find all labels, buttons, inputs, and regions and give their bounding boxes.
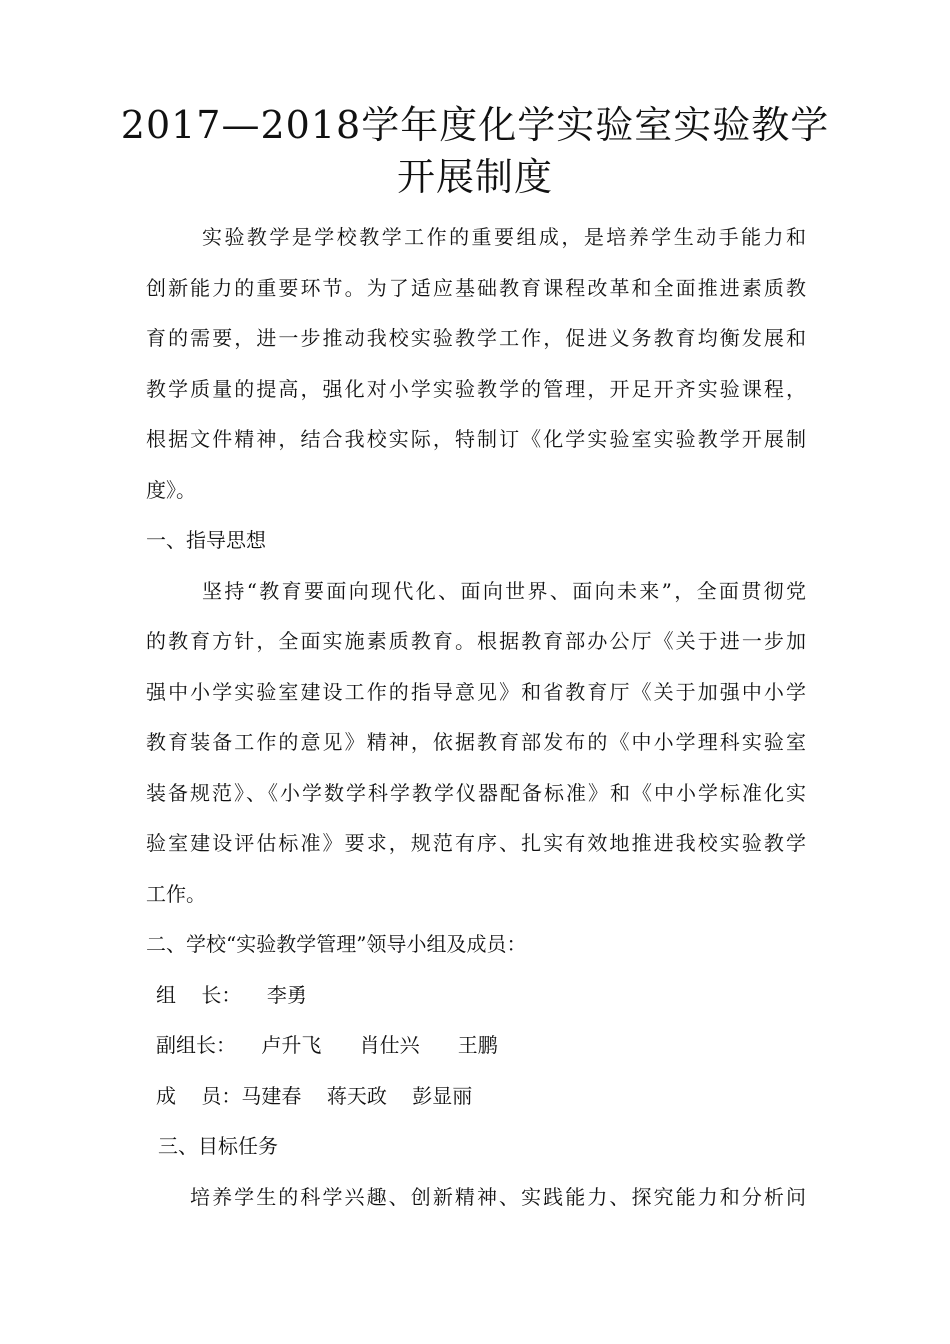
section1-line: 强中小学实验室建设工作的指导意见》和省教育厅《关于加强中小学 — [146, 679, 806, 704]
intro-line: 度》。 — [146, 477, 196, 502]
section1-line: 坚持“教育要面向现代化、面向世界、面向未来”，全面贯彻党 — [202, 578, 806, 603]
intro-line: 育的需要，进一步推动我校实验教学工作，促进义务教育均衡发展和 — [146, 326, 806, 350]
section1-line: 教育装备工作的意见》精神，依据教育部发布的《中小学理科实验室 — [146, 730, 806, 754]
section-heading-guiding-ideology: 一、指导思想 — [146, 528, 266, 552]
intro-line: 实验教学是学校教学工作的重要组成，是培养学生动手能力和 — [202, 225, 806, 249]
section1-line: 的教育方针，全面实施素质教育。根据教育部办公厅《关于进一步加 — [146, 629, 806, 653]
section1-line: 验室建设评估标准》要求，规范有序、扎实有效地推进我校实验教学 — [146, 831, 806, 855]
member-row-deputy: 副组长： 卢升飞 肖仕兴 王鹏 — [156, 1033, 498, 1057]
member-row-leader: 组 长： 李勇 — [156, 982, 307, 1007]
document-title-line-1: 2017—2018学年度化学实验室实验教学 — [120, 103, 830, 147]
section1-line: 装备规范》、《小学数学科学教学仪器配备标准》和《中小学标准化实 — [146, 780, 806, 805]
section-heading-leadership-group: 二、学校“实验教学管理”领导小组及成员： — [146, 932, 527, 956]
intro-line: 根据文件精神，结合我校实际，特制订《化学实验室实验教学开展制 — [146, 427, 806, 451]
intro-line: 教学质量的提高，强化对小学实验教学的管理，开足开齐实验课程， — [146, 376, 806, 401]
document-title-line-2: 开展制度 — [396, 155, 553, 199]
section3-line: 培养学生的科学兴趣、创新精神、实践能力、探究能力和分析问 — [190, 1184, 806, 1209]
section-heading-goals: 三、目标任务 — [158, 1134, 278, 1158]
document-body — [146, 212, 806, 1222]
section1-line: 工作。 — [146, 881, 206, 906]
intro-line: 创新能力的重要环节。为了适应基础教育课程改革和全面推进素质教 — [146, 275, 806, 300]
member-row-members: 成 员：马建春 蒋天政 彭显丽 — [156, 1083, 473, 1108]
